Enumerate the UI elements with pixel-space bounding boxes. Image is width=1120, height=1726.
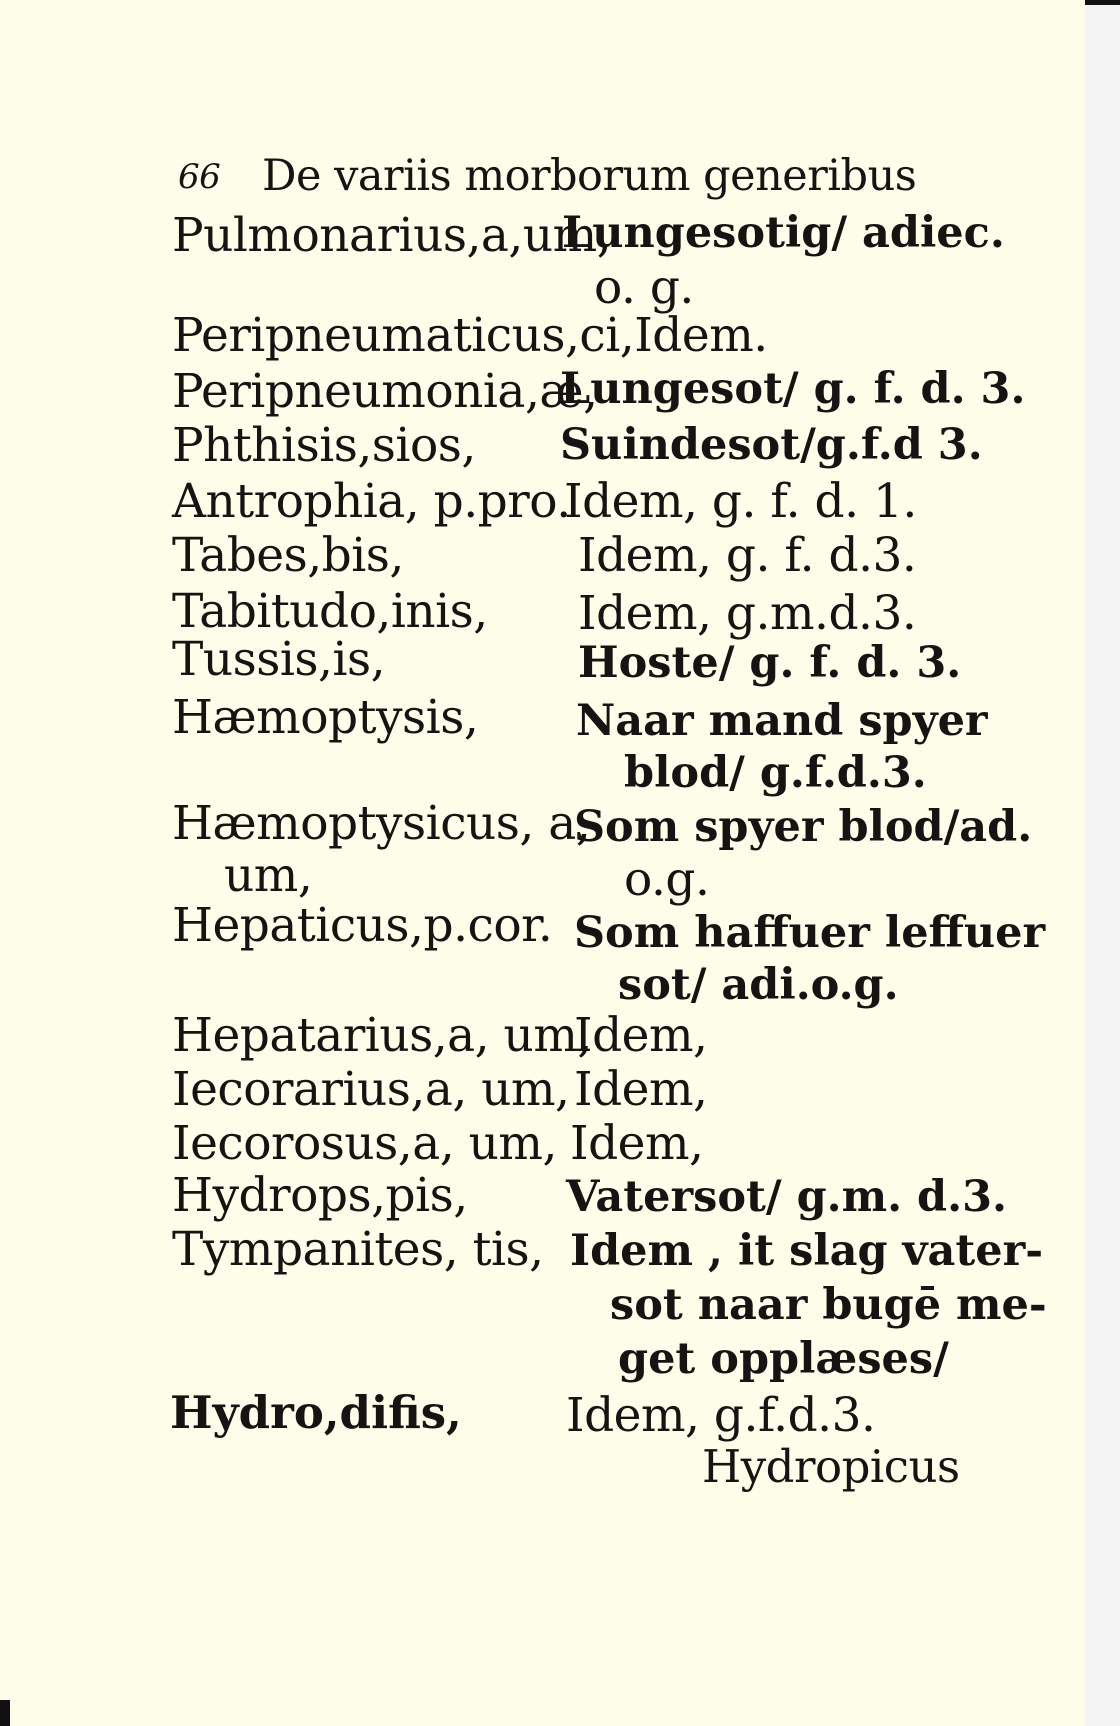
danish-gloss: o.g.: [624, 852, 710, 907]
danish-gloss: Vatersot/ g.m. d.3.: [566, 1172, 1007, 1222]
danish-gloss: sot/ adi.o.g.: [618, 960, 899, 1010]
latin-headword: Tussis,is,: [172, 632, 386, 687]
danish-gloss: blod/ g.f.d.3.: [624, 748, 927, 798]
danish-gloss: Hoste/ g. f. d. 3.: [578, 638, 962, 688]
danish-gloss: Lungesot/ g. f. d. 3.: [560, 364, 1026, 414]
page-number: 66: [178, 157, 221, 197]
latin-headword: Hæmoptysicus, a,: [172, 796, 591, 851]
danish-gloss: sot naar bugē me-: [610, 1280, 1047, 1330]
latin-headword: Tabitudo,inis,: [172, 584, 488, 639]
danish-gloss: get opplæses/: [618, 1334, 949, 1384]
scan-edge-mark: [1085, 0, 1120, 5]
latin-headword: Hydrops,pis,: [172, 1168, 468, 1223]
danish-gloss: Suindesot/g.f.d 3.: [560, 420, 983, 470]
catchword: Hydropicus: [702, 1440, 960, 1493]
latin-headword: Antrophia, p.pro.: [172, 474, 571, 529]
latin-headword: Hepaticus,p.cor.: [172, 898, 553, 953]
danish-gloss: Idem, g.m.d.3.: [578, 586, 917, 641]
scan-margin: [1085, 0, 1120, 1726]
danish-gloss: Idem, g.f.d.3.: [566, 1388, 876, 1443]
latin-headword: Hæmoptysis,: [172, 690, 479, 745]
latin-headword: Hepatarius,a, um,: [172, 1008, 592, 1063]
danish-gloss: Naar mand spyer: [576, 696, 988, 746]
danish-gloss: Idem,: [574, 1062, 708, 1117]
latin-headword-cont: um,: [224, 848, 313, 903]
danish-gloss: Lungesotig/ adiec.: [562, 208, 1005, 258]
latin-headword: Tabes,bis,: [172, 528, 404, 583]
latin-headword: Pulmonarius,a,um,: [172, 208, 612, 263]
danish-gloss: Idem,: [570, 1116, 704, 1171]
running-title: De variis morborum generibus: [262, 151, 917, 201]
latin-headword: Peripneumaticus,ci,Idem.: [172, 308, 768, 363]
danish-gloss: Som spyer blod/ad.: [574, 802, 1033, 852]
danish-gloss: Idem, g. f. d.3.: [578, 528, 917, 583]
latin-headword: Hydro,difis,: [170, 1386, 462, 1439]
latin-headword: Iecorosus,a, um,: [172, 1116, 557, 1171]
danish-gloss: Idem,: [574, 1008, 708, 1063]
latin-headword: Peripneumonia,æ,: [172, 364, 598, 419]
danish-gloss: Som haffuer leffuer: [574, 908, 1046, 958]
latin-headword: Iecorarius,a, um,: [172, 1062, 570, 1117]
danish-gloss: Idem , it slag vater-: [570, 1226, 1044, 1276]
danish-gloss: o. g.: [594, 260, 694, 315]
latin-headword: Tympanites, tis,: [172, 1222, 544, 1277]
latin-headword: Phthisis,sios,: [172, 418, 476, 473]
danish-gloss: Idem, g. f. d. 1.: [564, 474, 917, 529]
